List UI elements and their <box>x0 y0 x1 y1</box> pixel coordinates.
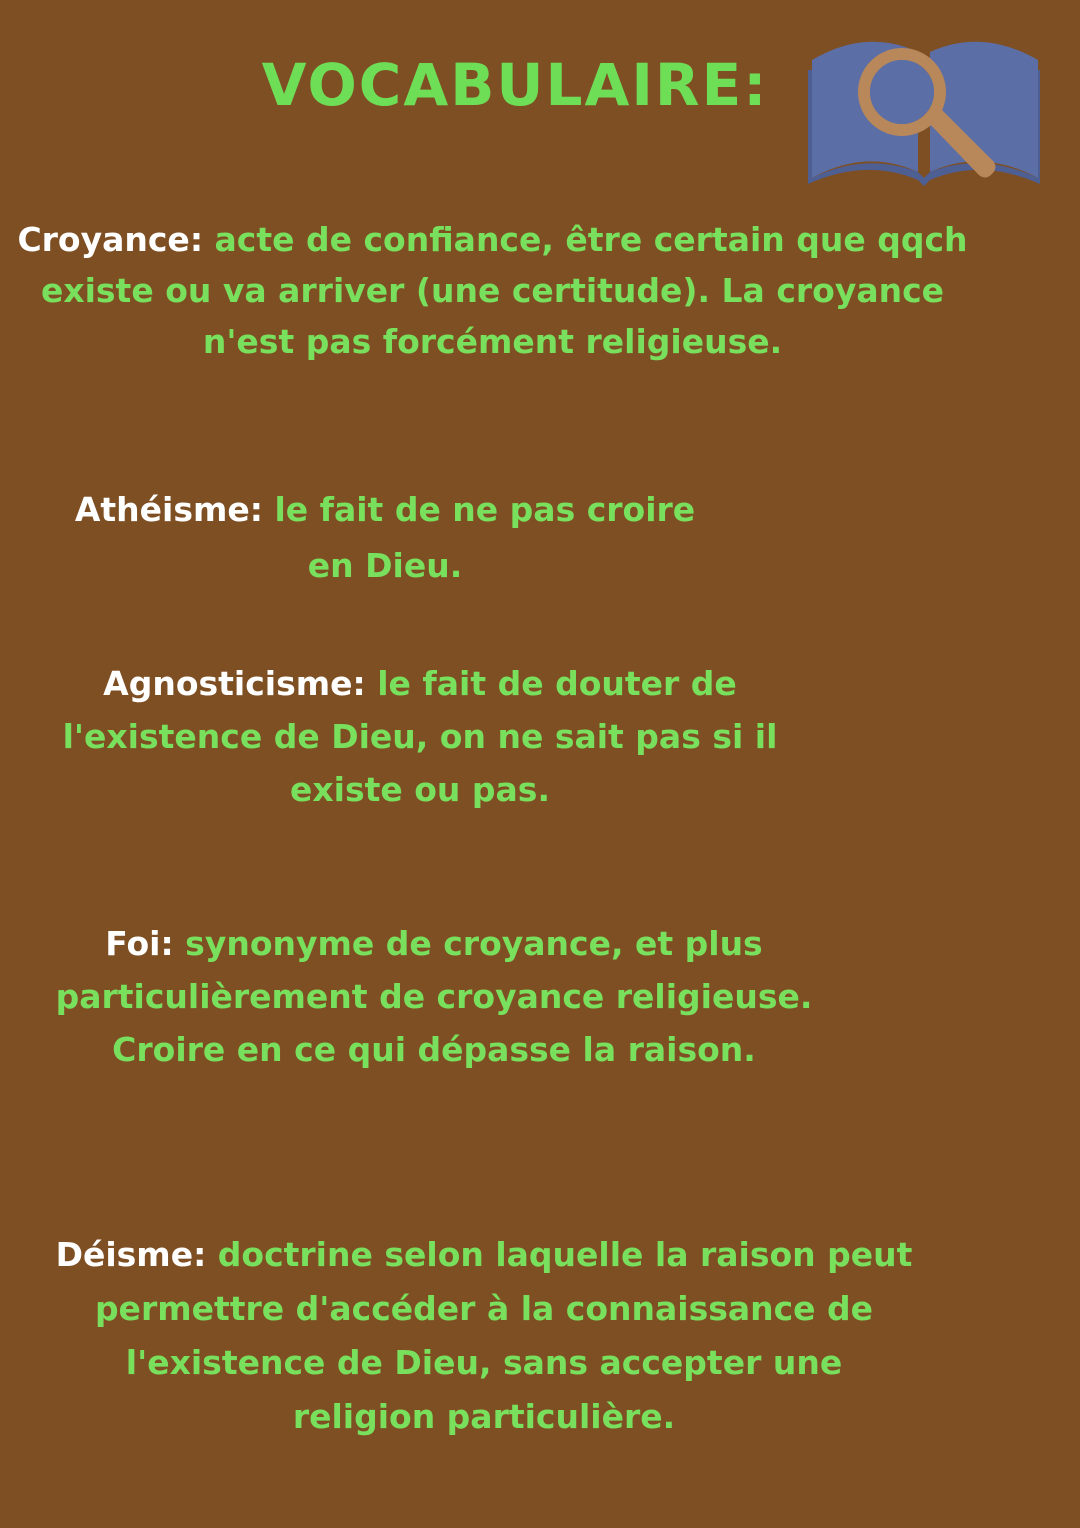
page-title: VOCABULAIRE: <box>261 51 769 119</box>
book-magnifier-icon <box>806 22 1042 192</box>
term-atheisme: Athéisme: <box>74 490 263 529</box>
definition-text: l'existence de Dieu, sans accepter une <box>125 1343 843 1382</box>
definition-croyance <box>0 214 985 367</box>
definition-atheisme <box>0 482 770 594</box>
definition-text: en Dieu. <box>307 546 463 585</box>
definition-text: l'existence de Dieu, on ne sait pas si il <box>62 717 778 756</box>
term-deisme: Déisme: <box>55 1235 207 1274</box>
definition-text: particulièrement de croyance religieuse. <box>55 977 813 1016</box>
definition-text: synonyme de croyance, et plus <box>185 924 763 963</box>
definition-text: permettre d'accéder à la connaissance de <box>94 1289 874 1328</box>
definition-text: religion particulière. <box>292 1397 676 1436</box>
definition-text: acte de confiance, être certain que qqch <box>214 220 968 259</box>
definition-text: n'est pas forcément religieuse. <box>202 322 783 361</box>
term-foi: Foi: <box>105 924 174 963</box>
definition-text: le fait de ne pas croire <box>274 490 696 529</box>
term-agnosticisme: Agnosticisme: <box>103 664 366 703</box>
definition-foi <box>0 917 868 1076</box>
definition-text: doctrine selon laquelle la raison peut <box>217 1235 913 1274</box>
term-croyance: Croyance: <box>17 220 204 259</box>
definition-deisme <box>0 1228 968 1444</box>
definition-text: Croire en ce qui dépasse la raison. <box>112 1030 756 1069</box>
definition-text: le fait de douter de <box>377 664 737 703</box>
definition-text: existe ou va arriver (une certitude). La croyance <box>40 271 945 310</box>
definition-text: existe ou pas. <box>290 770 550 809</box>
definition-agnosticisme <box>0 657 840 816</box>
